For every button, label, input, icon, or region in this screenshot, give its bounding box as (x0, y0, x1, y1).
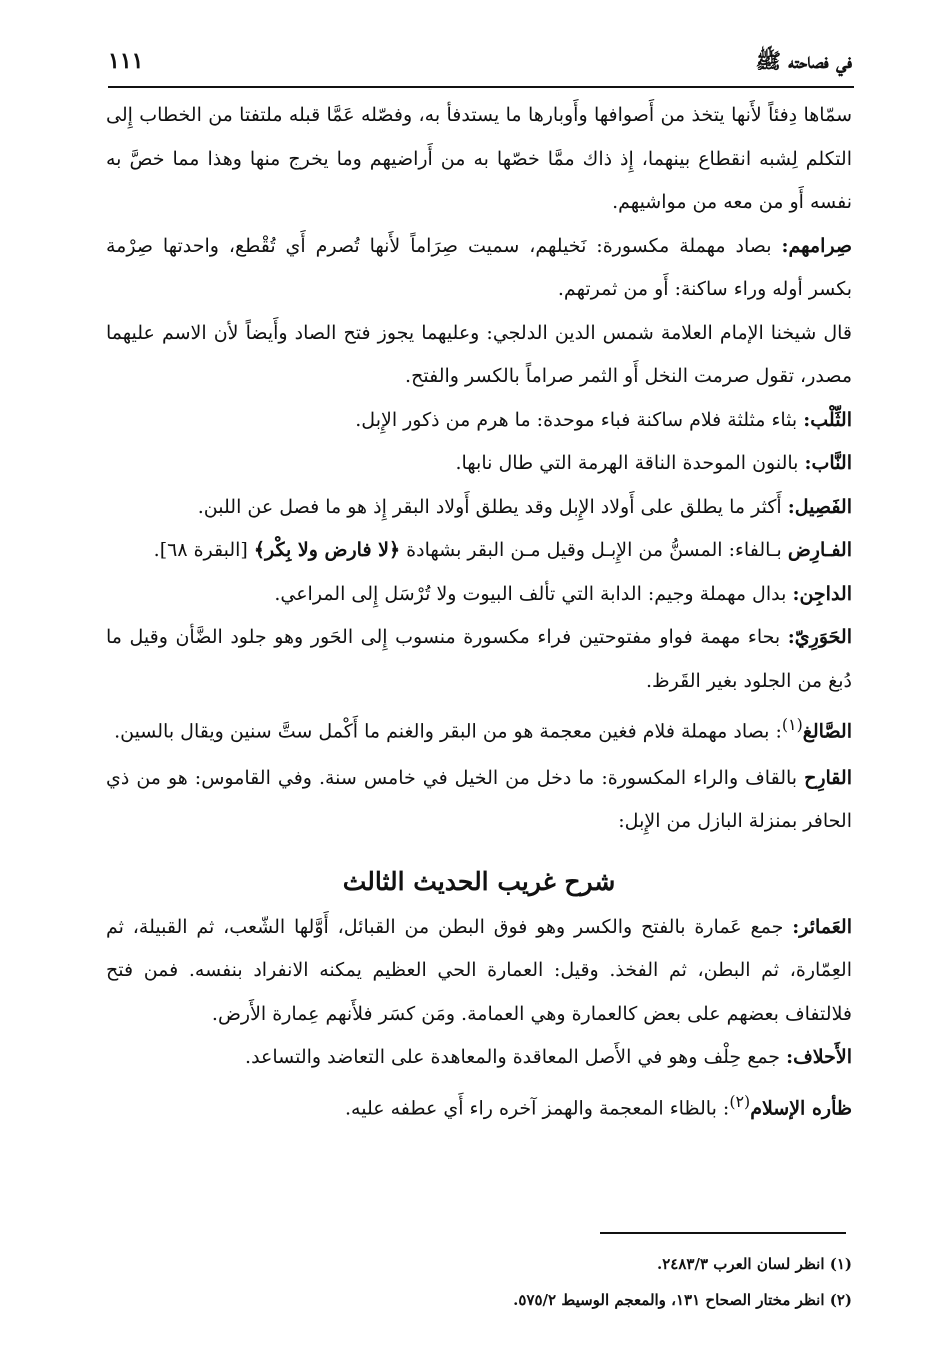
gloss-term: الصَّالغ (802, 720, 852, 743)
paragraph: صِرامهم: بصاد مهملة مكسورة: نَخيلهم، سميت صِرَاماً لأَنها تُصرم أَي تُقْطع، واحدتها صِرْمة بكسر أوله وراء ساكنة: أَو من ثمرتهم. (106, 234, 852, 300)
paragraph: ظأره الإسلام$^{(٢)}$: بالظاء المعجمة والهمز آخره راء أَي عطفه عليه. (344, 1091, 852, 1120)
section-heading: شرح غريب الحديث الثالث (342, 866, 616, 896)
paragraph: الفَصِيل: أَكثر ما يطلق على أَولاد الإِبل وقد يطلق أَولاد البقر إِذ هو ما فصل عن اللبن. (197, 495, 852, 518)
quran-quote: ﴿لا فارض ولا بِكْر﴾ (253, 539, 401, 561)
page-number: ١١١ (108, 48, 144, 74)
paragraph: الثِّلْب: بثاء مثلثة فلام ساكنة فباء موحدة: ما هرم من ذكور الإِبل. (355, 408, 852, 431)
footnote-ref: (١) (781, 715, 803, 734)
footnotes (106, 1246, 852, 1318)
gloss-term: العَمائر: (792, 915, 852, 938)
gloss-term: الثِّلْب: (803, 408, 852, 431)
paragraph: الفـارِض بـالفاء: المسنُّ من الإِبـل وقيل مـن البقر بشهادة ﴿لا فارض ولا بِكْر﴾ [البقرة ٦٨]. (153, 539, 852, 561)
gloss-term: الفَصِيل: (787, 495, 852, 518)
main-text (106, 94, 852, 1131)
paragraph: القارِح بالقاف والراء المكسورة: ما دخل من الخيل في خامس سنة. وفي القاموس: هو من ذي الحافر بمنزلة البازل من الإِبل: (106, 766, 852, 833)
paragraph: سمّاها دِفئاً لأَنها يتخذ من أَصوافها وأَوبارها ما يستدفأ به، وفصّله عَمَّا قبله ملتفتا من الخطاب إِلى التكلم لِشبه انقطاع بينهما، إِذ ذاك ممَّا خصّها به من أَراضيهم وما يخرج منها وهذا مما خصَّ به نفسه أَو من معه من مواشيهم. (106, 104, 852, 213)
paragraph: قال شيخنا الإمام العلامة شمس الدين الدلجي: وعليهما يجوز فتح الصاد وأَيضاً لأن الاسم عليهما مصدر، تقول صرمت النخل أَو الثمر صراماً بالكسر والفتح. (106, 321, 852, 387)
gloss-term: الفـارِض (787, 539, 852, 561)
paragraph: الداجِن: بدال مهملة وجيم: الدابة التي تألف البيوت ولا تُرْسَل إِلى المراعي. (274, 582, 852, 605)
gloss-term: الأَحلاف: (786, 1046, 852, 1069)
footnote-rule (600, 1232, 846, 1234)
footnote-ref: (٢) (729, 1091, 751, 1111)
footnote: (١) انظر لسان العرب ٢٤٨٣/٣. (657, 1255, 852, 1273)
gloss-term: النَّاب: (804, 452, 852, 474)
running-title: في فصاحته ﷺ (755, 48, 852, 73)
paragraph: الصَّالغ$^{(١)}$: بصاد مهملة فلام فغين معجمة هو من البقر والغنم ما أَكْمل ستَّ سنين ويقال بالسين. (114, 715, 852, 743)
running-header (108, 44, 852, 84)
paragraph: الأَحلاف: جمع حِلْف وهو في الأَصل المعاقدة والمعاهدة على التعاضد والتساعد. (245, 1046, 852, 1069)
gloss-term: الحَوَرِيّ: (787, 626, 852, 648)
header-rule (108, 86, 854, 88)
gloss-term: القارِح (804, 766, 852, 789)
paragraph: الحَوَرِيّ: بحاء مهمة فواو مفتوحتين فراء مكسورة منسوب إِلى الحَور وهو جلود الضَّأن وقيل ما دُبغ من الجلود بغير القَرظ. (106, 626, 852, 692)
gloss-term: الداجِن: (792, 582, 852, 605)
gloss-term: ظأره الإسلام (750, 1097, 852, 1120)
paragraph: النَّاب: بالنون الموحدة الناقة الهرمة التي طال نابها. (455, 452, 852, 474)
footnote: (٢) انظر مختار الصحاح ١٣١، والمعجم الوسيط ٥٧٥/٢. (513, 1291, 852, 1309)
paragraph: العَمائر: جمع عَمارة بالفتح والكسر وهو فوق البطن من القبائل، أَوَّلها الشّعب، ثم القبيلة، ثم العِمّارة، ثم البطن، ثم الفخذ. وقيل: العمارة الحي العظيم يمكنه الانفراد بنفسه. فمن فتح فلالتفاف بعضهم على بعض كالعمارة وهي العمامة. ومَن كسَر فلأَنهم عِمارة الأَرض. (106, 915, 852, 1025)
gloss-term: صِرامهم: (781, 234, 852, 257)
